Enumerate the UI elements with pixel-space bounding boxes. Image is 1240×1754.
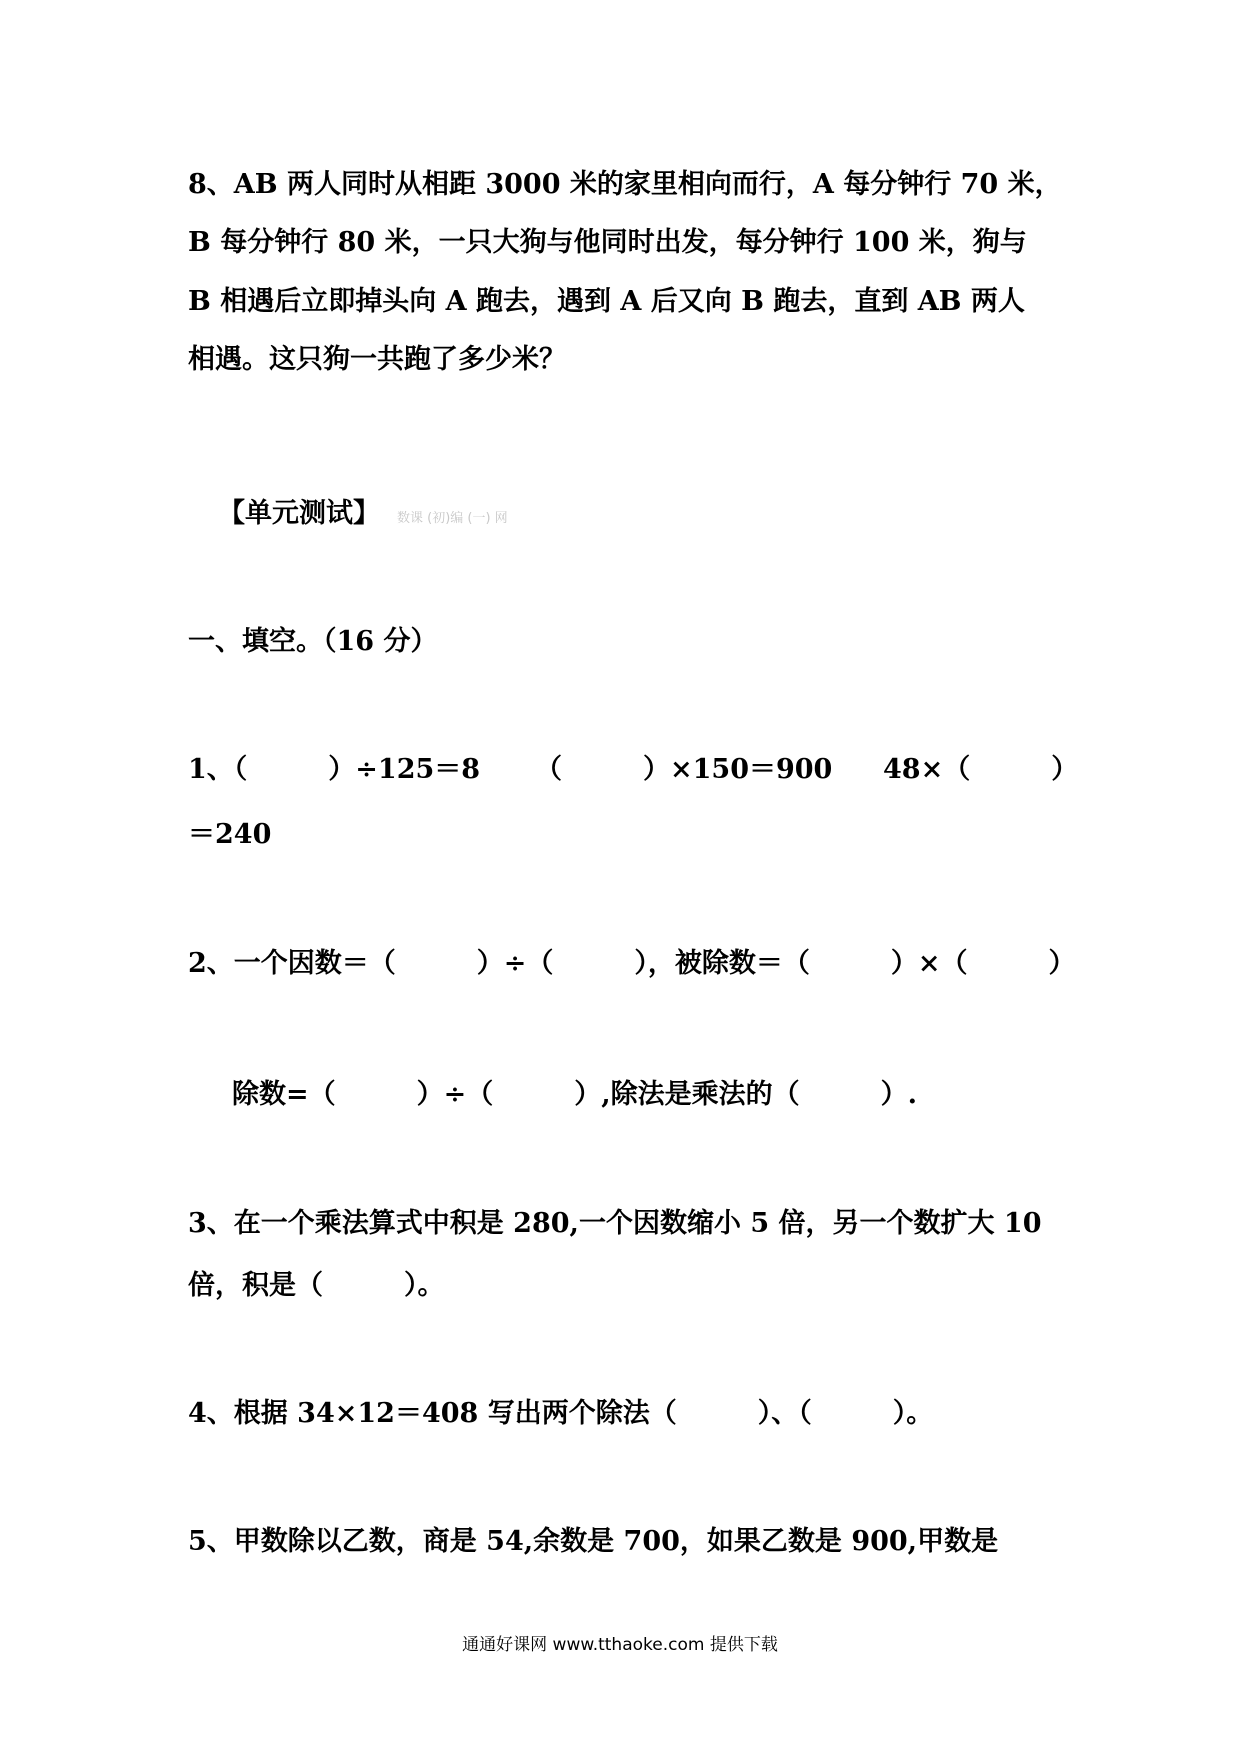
question-5: 5、甲数除以乙数，商是 54,余数是 700，如果乙数是 900,甲数是 [188, 1526, 999, 1557]
question-1-b: （ ）×150＝900 [535, 754, 833, 785]
watermark-text: 数课 (初)编 (一) 网 [397, 511, 508, 526]
question-3-line-1: 3、在一个乘法算式中积是 280,一个因数缩小 5 倍，另一个数扩大 10 [188, 1208, 1042, 1239]
part-1-heading: 一、填空。（16 分） [188, 626, 438, 657]
problem-8-line-4: 相遇。这只狗一共跑了多少米？ [188, 344, 566, 375]
question-1-d: ＝240 [188, 819, 272, 850]
problem-8-line-3: B 相遇后立即掉头向 A 跑去，遇到 A 后又向 B 跑去，直到 AB 两人 [188, 286, 1025, 317]
problem-8-line-1: 8、AB 两人同时从相距 3000 米的家里相向而行，A 每分钟行 70 米， [188, 169, 1062, 200]
footer-text: 通通好课网 www.tthaoke.com 提供下载 [462, 1635, 778, 1655]
question-2-line-1: 2、一个因数＝（ ）÷（ ），被除数＝（ ）×（ ） [188, 948, 1076, 979]
section-title: 【单元测试】 [218, 498, 380, 529]
question-4: 4、根据 34×12＝408 写出两个除法（ ）、（ ）。 [188, 1398, 934, 1429]
question-1-c: 48×（ ） [883, 754, 1079, 785]
problem-8-line-2: B 每分钟行 80 米，一只大狗与他同时出发，每分钟行 100 米，狗与 [188, 227, 1027, 258]
question-1-a: 1、（ ）÷125＝8 [188, 754, 481, 785]
question-3-line-2: 倍，积是（ ）。 [188, 1270, 445, 1301]
question-2-line-2: 除数=（ ）÷（ ）,除法是乘法的（ ）. [232, 1079, 918, 1110]
